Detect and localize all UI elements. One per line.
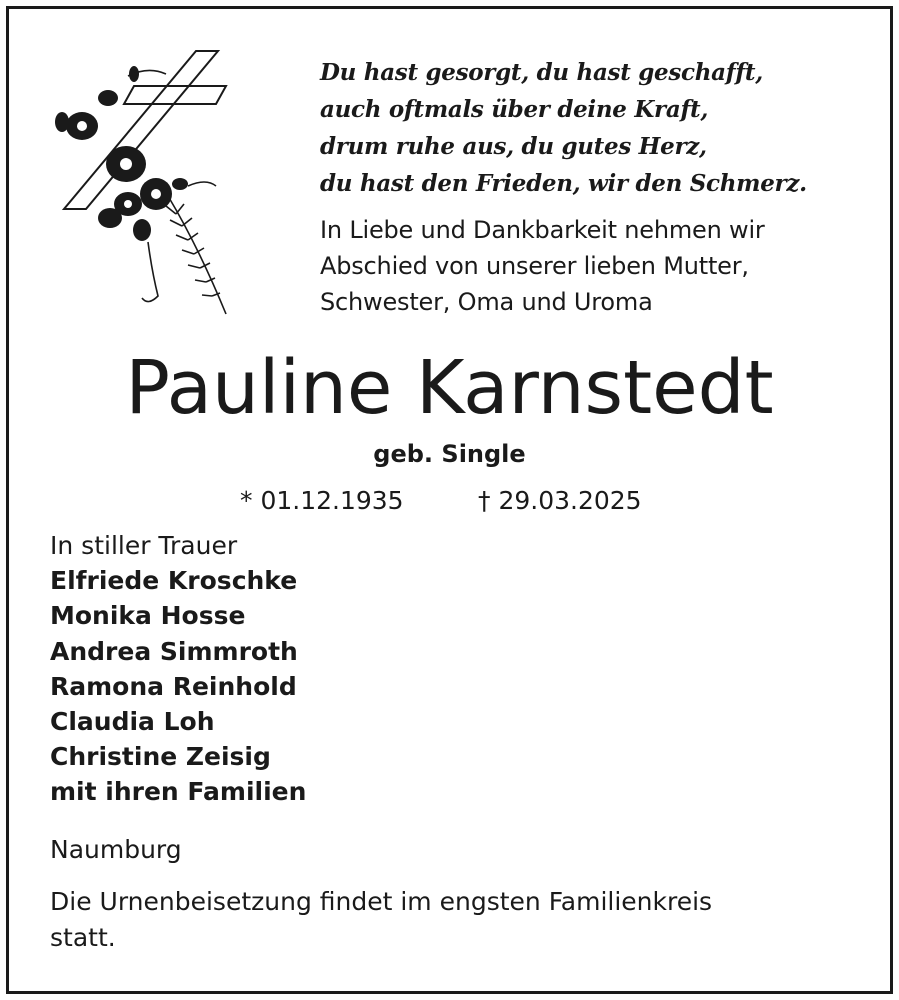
- mourner-name: Andrea Simmroth: [50, 636, 298, 666]
- birth-name: geb. Single: [373, 440, 526, 468]
- birth-date: * 01.12.1935: [240, 486, 404, 515]
- mourners-closing: mit ihren Familien: [50, 777, 307, 807]
- poem-verse: [320, 54, 807, 202]
- place-name: Naumburg: [50, 835, 182, 864]
- mourners-intro: In stiller Trauer: [50, 531, 238, 560]
- farewell-text: [320, 212, 765, 320]
- mourner-name: Monika Hosse: [50, 601, 246, 631]
- mourner-name: Claudia Loh: [50, 707, 215, 737]
- poem-line: Du hast gesorgt, du hast geschafft,: [320, 59, 763, 86]
- poem-line: drum ruhe aus, du gutes Herz,: [320, 133, 707, 160]
- mourner-name: Christine Zeisig: [50, 742, 271, 772]
- notice-line: Die Urnenbeisetzung findet im engsten Familienkreis: [50, 887, 713, 916]
- death-date: † 29.03.2025: [478, 486, 642, 515]
- farewell-line: Abschied von unserer lieben Mutter,: [320, 252, 749, 280]
- mourner-name: Ramona Reinhold: [50, 671, 297, 701]
- notice-line: statt.: [50, 923, 116, 952]
- poem-line: auch oftmals über deine Kraft,: [320, 96, 709, 123]
- mourners-list: [50, 528, 306, 810]
- deceased-name: Pauline Karnstedt: [125, 345, 774, 431]
- cross-with-roses-icon: [48, 46, 238, 318]
- mourner-name: Elfriede Kroschke: [50, 566, 298, 596]
- farewell-line: Schwester, Oma und Uroma: [320, 288, 653, 316]
- farewell-line: In Liebe und Dankbarkeit nehmen wir: [320, 216, 765, 244]
- burial-notice: [50, 884, 712, 956]
- poem-line: du hast den Frieden, wir den Schmerz.: [320, 170, 807, 197]
